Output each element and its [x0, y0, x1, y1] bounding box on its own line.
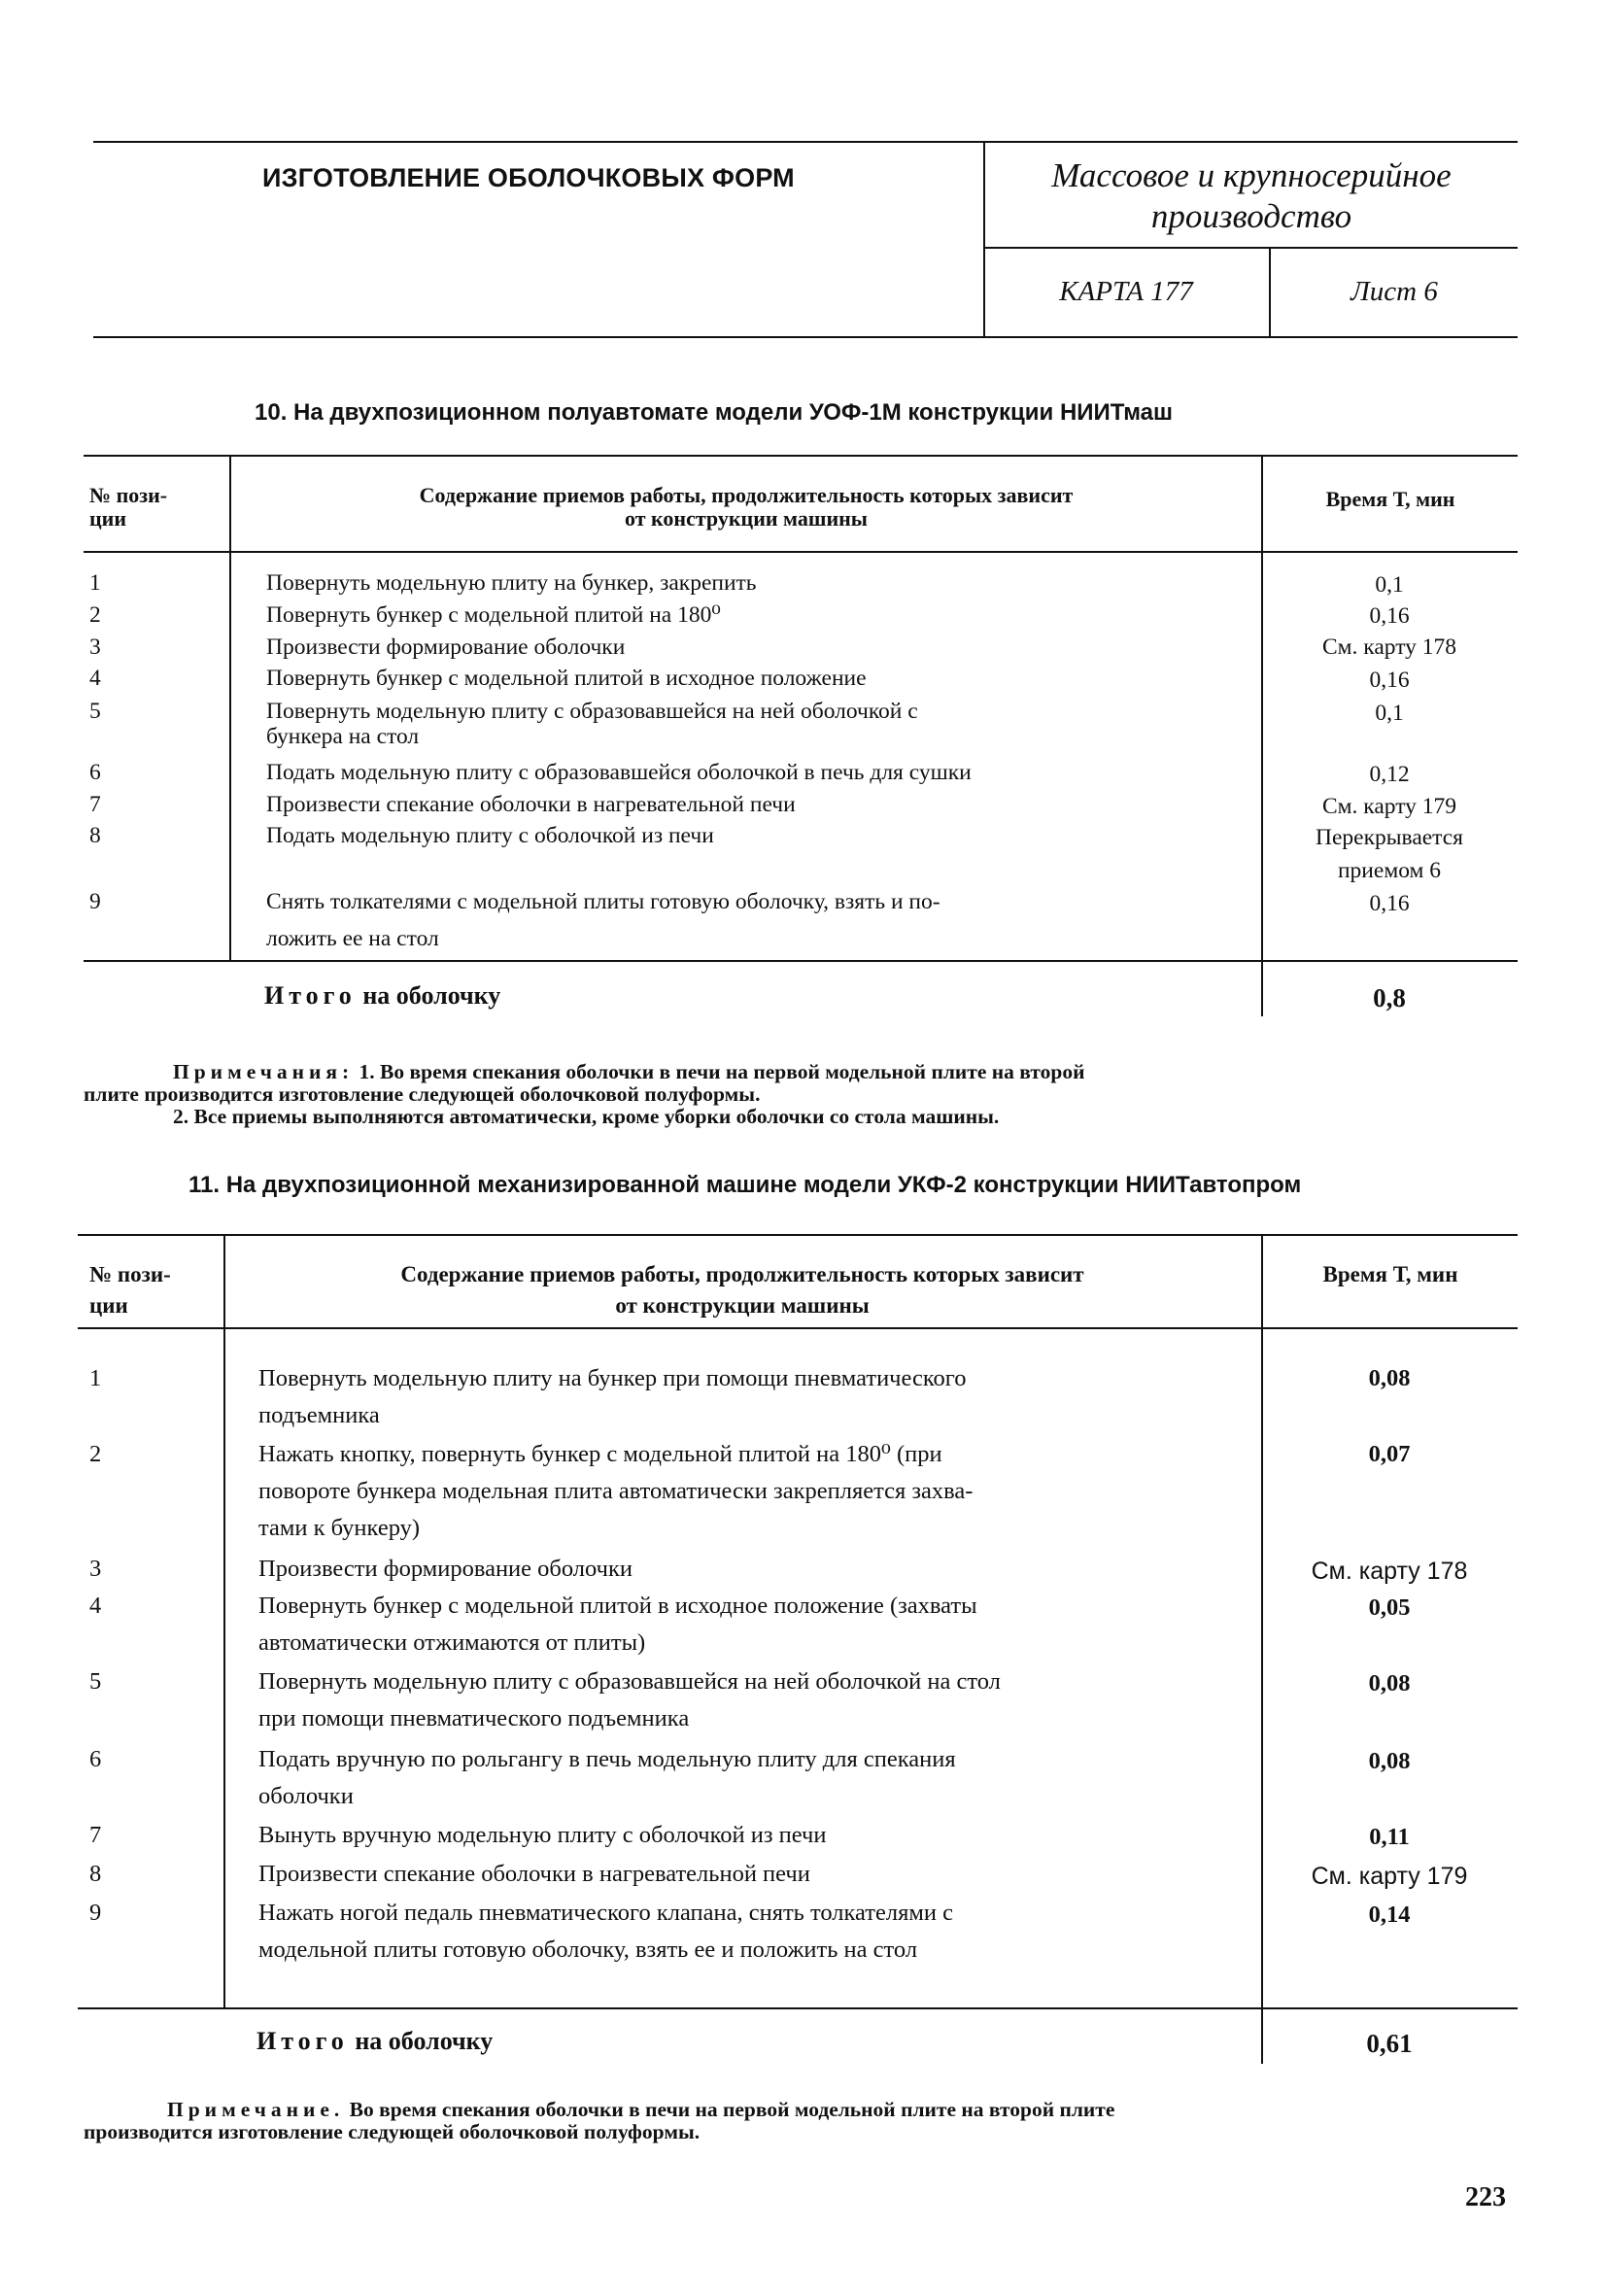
table1-row2-time: 0,16: [1369, 603, 1410, 629]
table1-header-time: Время Т, мин: [1325, 487, 1455, 511]
table1-row8-text: Подать модельную плиту с оболочкой из печи: [266, 823, 714, 848]
table1-row3-num: 3: [89, 634, 101, 660]
table1-header-rule: [84, 551, 1518, 553]
table1-row6-time: 0,12: [1369, 762, 1410, 787]
table1-row3-text: Произвести формирование оболочки: [266, 634, 626, 660]
table2-total-label: Итого на оболочку: [256, 2027, 494, 2055]
table2-row7-num: 7: [89, 1822, 102, 1848]
table1-total-label: Итого на оболочку: [264, 981, 501, 1010]
production-type-line2: производство: [1150, 197, 1352, 235]
table2-row4-time: 0,05: [1368, 1594, 1411, 1621]
section2-title: 11. На двухпозиционной механизированной машине модели УКФ-2 конструкции НИИТавтопром: [188, 1172, 1302, 1198]
table1-header-position: № пози- ции: [89, 483, 168, 531]
table2-row7-time: 0,11: [1369, 1824, 1410, 1850]
table1-row1-num: 1: [89, 570, 101, 596]
table2-col1-divider: [223, 1234, 225, 2007]
table1-row8-num: 8: [89, 823, 101, 848]
table1-row5-num: 5: [89, 699, 101, 724]
table2-row3-text: Произвести формирование оболочки: [258, 1556, 633, 1582]
table1-top-rule: [84, 455, 1518, 457]
table2-header-content: Содержание приемов работы, продолжительность которых зависит от конструкции машины: [400, 1262, 1084, 1318]
table1-row4-time: 0,16: [1369, 668, 1410, 693]
table1-row9-text: Снять толкателями с модельной плиты готовую оболочку, взять и по- ложить ее на стол: [266, 889, 940, 951]
table2-header-time: Время Т, мин: [1322, 1262, 1458, 1286]
card-number: КАРТА 177: [1059, 276, 1193, 307]
section1-notes: Примечания: 1. Во время спекания оболочки в печи на первой модельной плите на второй плите производится изготовление следующей оболочковой полуформы. 2. Все приемы выполняются автоматически, кроме уборки оболочки со стола машины.: [84, 1060, 1085, 1128]
table1-row6-num: 6: [89, 760, 101, 785]
page-number: 223: [1465, 2182, 1506, 2212]
table2-row8-num: 8: [89, 1861, 102, 1887]
table2-bottom-rule: [78, 2007, 1518, 2009]
section2-notes: Примечание. Во время спекания оболочки в печи на первой модельной плите на второй плите производится изготовление следующей оболочковой полуформы.: [84, 2098, 1115, 2143]
table2-row9-num: 9: [89, 1900, 102, 1926]
table2-total-value: 0,61: [1366, 2029, 1413, 2058]
table1-row2-text: Повернуть бункер с модельной плитой на 180⁰: [266, 602, 721, 628]
table2-row5-num: 5: [89, 1668, 102, 1695]
table1-row9-num: 9: [89, 889, 101, 914]
table2-row1-num: 1: [89, 1365, 102, 1391]
table1-total-value: 0,8: [1373, 983, 1406, 1012]
header-top-rule: [93, 141, 1518, 143]
table1-row4-text: Повернуть бункер с модельной плитой в исходное положение: [266, 666, 867, 691]
table1-row4-num: 4: [89, 666, 101, 691]
section1-title: 10. На двухпозиционном полуавтомате модели УОФ-1М конструкции НИИТмаш: [255, 399, 1174, 426]
table2-row2-time: 0,07: [1368, 1441, 1411, 1467]
table1-row7-num: 7: [89, 792, 101, 817]
table2-row7-text: Вынуть вручную модельную плиту с оболочкой из печи: [258, 1822, 827, 1848]
table2-row8-text: Произвести спекание оболочки в нагревательной печи: [258, 1861, 810, 1887]
table2-row6-time: 0,08: [1368, 1748, 1411, 1774]
table2-row1-text: Повернуть модельную плиту на бункер при помощи пневматического подъемника: [258, 1365, 967, 1428]
table1-bottom-rule: [84, 960, 1518, 962]
table2-row2-num: 2: [89, 1441, 102, 1467]
table2-row2-text: Нажать кнопку, повернуть бункер с модельной плитой на 180⁰ (при повороте бункера модельная плита автоматически закрепляется захва- тами к бункеру): [258, 1441, 974, 1541]
table1-col1-divider: [229, 455, 231, 960]
table1-row1-time: 0,1: [1375, 572, 1404, 598]
table2-row3-num: 3: [89, 1556, 102, 1582]
table2-row5-time: 0,08: [1368, 1670, 1411, 1696]
table1-row1-text: Повернуть модельную плиту на бункер, закрепить: [266, 570, 757, 596]
production-type-line1: Массовое и крупносерийное: [1051, 156, 1452, 194]
table2-row5-text: Повернуть модельную плиту с образовавшейся на ней оболочкой на стол при помощи пневматического подъемника: [258, 1668, 1001, 1731]
table2-row4-num: 4: [89, 1593, 102, 1619]
table1-row8-time: Перекрывается приемом 6: [1316, 825, 1463, 883]
table1-header-content: Содержание приемов работы, продолжительность которых зависит от конструкции машины: [419, 483, 1074, 531]
document-title: ИЗГОТОВЛЕНИЕ ОБОЛОЧКОВЫХ ФОРМ: [262, 163, 795, 192]
table1-row7-text: Произвести спекание оболочки в нагревательной печи: [266, 792, 796, 817]
table2-row8-time: См. карту 179: [1311, 1863, 1468, 1890]
table2-header-rule: [78, 1327, 1518, 1329]
table2-row3-time: См. карту 178: [1311, 1558, 1468, 1585]
table2-row6-text: Подать вручную по рольгангу в печь модельную плиту для спекания оболочки: [258, 1746, 956, 1809]
table2-row1-time: 0,08: [1368, 1365, 1411, 1391]
table2-row4-text: Повернуть бункер с модельной плитой в исходное положение (захваты автоматически отжимаются от плиты): [258, 1593, 977, 1656]
table2-top-rule: [78, 1234, 1518, 1236]
table1-row7-time: См. карту 179: [1321, 794, 1457, 819]
table2-header-position: № пози- ции: [89, 1262, 171, 1318]
production-type: [985, 155, 1518, 237]
table1-row5-text: Повернуть модельную плиту с образовавшейся на ней оболочкой с бункера на стол: [266, 699, 918, 749]
table1-row2-num: 2: [89, 602, 101, 628]
header-bottom-rule: [93, 336, 1518, 338]
sheet-number: Лист 6: [1351, 276, 1438, 307]
table1-row5-time: 0,1: [1375, 701, 1404, 726]
table1-row6-text: Подать модельную плиту с образовавшейся оболочкой в печь для сушки: [266, 760, 972, 785]
header-mid-rule: [983, 247, 1518, 249]
table2-row9-text: Нажать ногой педаль пневматического клапана, снять толкателями с модельной плиты готовую оболочку, взять ее и положить на стол: [258, 1900, 953, 1963]
table1-row3-time: См. карту 178: [1321, 634, 1457, 660]
table1-row9-time: 0,16: [1369, 891, 1410, 916]
table2-row9-time: 0,14: [1368, 1902, 1411, 1928]
table2-row6-num: 6: [89, 1746, 102, 1772]
